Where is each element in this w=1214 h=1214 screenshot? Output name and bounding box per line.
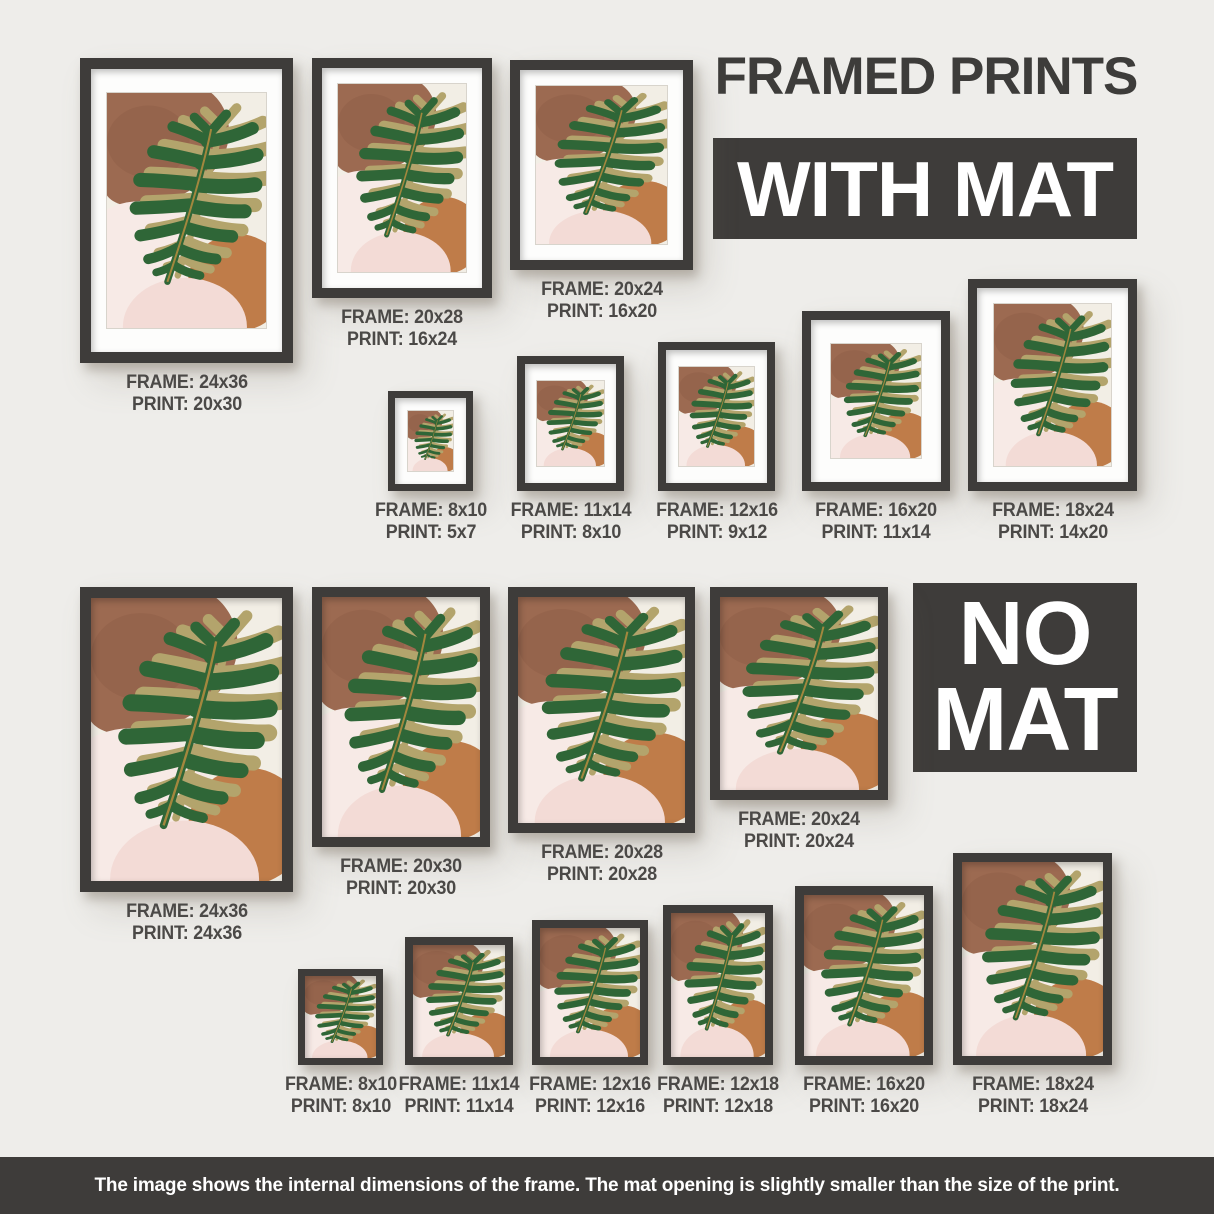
print-size-text: PRINT: 5x7: [385, 521, 476, 543]
mat: [91, 598, 282, 881]
frame-size-text: FRAME: 12x18: [657, 1074, 779, 1095]
size-label: [541, 842, 663, 885]
print-size-text: PRINT: 8x10: [520, 521, 621, 543]
framed-print-no-mat-20x28: [508, 587, 695, 885]
monstera-leaf-art: [107, 93, 266, 328]
framed-print-no-mat-16x20: [795, 886, 933, 1117]
mat: [305, 976, 376, 1058]
print-size-text: PRINT: 14x20: [997, 521, 1108, 543]
frame-size-text: FRAME: 12x16: [529, 1074, 651, 1095]
monstera-artwork-svg: [408, 411, 453, 471]
monstera-leaf-art: [537, 381, 604, 466]
print-size-text: PRINT: 12x18: [663, 1095, 773, 1117]
frame-size-text: FRAME: 11x14: [398, 1074, 520, 1095]
mat: [962, 862, 1103, 1056]
size-label: [529, 1074, 651, 1117]
frame-size-text: FRAME: 12x16: [655, 500, 778, 521]
mat: [804, 895, 924, 1056]
monstera-leaf-art: [536, 86, 667, 244]
size-label: [510, 500, 631, 543]
monstera-leaf-art: [322, 597, 480, 837]
monstera-leaf-art: [679, 367, 754, 466]
footer-note: The image shows the internal dimensions of the frame. The mat opening is slightly smaller than the size of the print.: [0, 1157, 1214, 1214]
mat: [322, 68, 482, 288]
monstera-artwork-svg: [671, 913, 765, 1057]
size-label: [126, 901, 248, 944]
print-size-text: PRINT: 24x36: [131, 922, 242, 944]
size-label: [341, 307, 463, 350]
monstera-leaf-art: [804, 895, 924, 1056]
print-size-text: PRINT: 9x12: [666, 521, 767, 543]
monstera-artwork-svg: [91, 598, 282, 881]
monstera-leaf-art: [962, 862, 1103, 1056]
framed-print-no-mat-8x10: [284, 969, 397, 1117]
monstera-artwork-svg: [720, 597, 878, 790]
framed-print-no-mat-24x36: [80, 587, 293, 944]
frame-size-text: FRAME: 20x28: [540, 842, 663, 863]
framed-print-no-mat-18x24: [953, 853, 1112, 1117]
monstera-leaf-art: [338, 84, 466, 272]
mat: [720, 597, 878, 790]
monstera-artwork-svg: [338, 84, 466, 272]
monstera-leaf-art: [720, 597, 878, 790]
monstera-artwork-svg: [962, 862, 1103, 1056]
print-size-text: PRINT: 20x30: [131, 393, 242, 415]
monstera-artwork-svg: [804, 895, 924, 1056]
mat: [91, 69, 282, 352]
frame-size-text: FRAME: 18x24: [991, 500, 1114, 521]
mat: [540, 928, 640, 1057]
monstera-leaf-art: [671, 913, 765, 1057]
size-label: [340, 856, 462, 899]
monstera-leaf-art: [305, 976, 376, 1058]
mat: [525, 364, 616, 483]
size-label: [972, 1074, 1094, 1117]
framed-print-no-mat-12x18: [657, 905, 779, 1117]
size-label: [399, 1074, 520, 1117]
framed-print-with-mat-20x24: [510, 60, 693, 322]
monstera-artwork-svg: [107, 93, 266, 328]
monstera-artwork-svg: [518, 597, 685, 823]
frame-size-text: FRAME: 20x24: [540, 279, 663, 300]
size-label: [374, 500, 486, 543]
mat: [666, 350, 767, 483]
print-size-text: PRINT: 12x16: [535, 1095, 645, 1117]
no-mat-badge: NO MAT: [913, 583, 1137, 772]
mat: [395, 398, 466, 484]
size-label: [738, 809, 860, 852]
frame-size-text: FRAME: 20x28: [341, 307, 463, 328]
mat: [977, 288, 1128, 482]
monstera-leaf-art: [91, 598, 282, 881]
print-size-text: PRINT: 16x24: [347, 328, 457, 350]
print-size-text: PRINT: 8x10: [290, 1095, 391, 1117]
framed-print-with-mat-24x36: [80, 58, 293, 415]
framed-print-no-mat-12x16: [529, 920, 651, 1117]
frame-size-text: FRAME: 16x20: [815, 500, 937, 521]
framed-print-no-mat-20x24: [710, 587, 888, 852]
size-label: [284, 1074, 396, 1117]
print-size-text: PRINT: 11x14: [404, 1095, 514, 1117]
monstera-artwork-svg: [305, 976, 376, 1058]
monstera-leaf-art: [408, 411, 453, 471]
monstera-leaf-art: [994, 304, 1111, 466]
frame-size-text: FRAME: 8x10: [374, 500, 487, 521]
mat: [518, 597, 685, 823]
size-label: [815, 500, 937, 543]
mat: [671, 913, 765, 1057]
frame-size-text: FRAME: 11x14: [510, 500, 631, 521]
size-label: [657, 1074, 779, 1117]
frame-size-text: FRAME: 8x10: [284, 1074, 397, 1095]
monstera-leaf-art: [540, 928, 640, 1057]
mat: [413, 945, 505, 1057]
mat: [322, 597, 480, 837]
monstera-leaf-art: [518, 597, 685, 823]
frame-size-text: FRAME: 24x36: [125, 901, 248, 922]
monstera-artwork-svg: [413, 945, 505, 1057]
framed-print-no-mat-20x30: [312, 587, 490, 899]
page-title: FRAMED PRINTS: [714, 47, 1138, 106]
monstera-leaf-art: [831, 344, 921, 458]
framed-print-with-mat-8x10: [374, 391, 487, 543]
print-size-text: PRINT: 20x30: [346, 877, 456, 899]
frame-size-text: FRAME: 16x20: [803, 1074, 925, 1095]
mat: [520, 70, 683, 260]
print-size-text: PRINT: 16x20: [809, 1095, 919, 1117]
size-label: [541, 279, 663, 322]
monstera-artwork-svg: [679, 367, 754, 466]
framed-print-with-mat-18x24: [968, 279, 1137, 543]
with-mat-badge: WITH MAT: [713, 138, 1137, 239]
size-label: [656, 500, 778, 543]
monstera-leaf-art: [413, 945, 505, 1057]
framed-print-with-mat-20x28: [312, 58, 492, 350]
monstera-artwork-svg: [994, 304, 1111, 466]
monstera-artwork-svg: [322, 597, 480, 837]
mat: [811, 320, 941, 482]
print-size-text: PRINT: 20x24: [744, 830, 854, 852]
framed-print-with-mat-16x20: [802, 311, 950, 543]
monstera-artwork-svg: [537, 381, 604, 466]
size-label: [126, 372, 248, 415]
monstera-artwork-svg: [540, 928, 640, 1057]
print-size-text: PRINT: 16x20: [546, 300, 657, 322]
frame-size-text: FRAME: 20x24: [738, 809, 860, 830]
frame-size-text: FRAME: 18x24: [971, 1074, 1094, 1095]
print-size-text: PRINT: 11x14: [821, 521, 931, 543]
monstera-artwork-svg: [831, 344, 921, 458]
frame-size-text: FRAME: 24x36: [125, 372, 248, 393]
size-label: [992, 500, 1114, 543]
framed-print-no-mat-11x14: [398, 937, 520, 1117]
framed-print-with-mat-11x14: [510, 356, 631, 543]
frame-size-text: FRAME: 20x30: [340, 856, 462, 877]
monstera-artwork-svg: [536, 86, 667, 244]
print-size-text: PRINT: 20x28: [546, 863, 657, 885]
size-label: [803, 1074, 925, 1117]
framed-print-with-mat-12x16: [655, 342, 778, 543]
print-size-text: PRINT: 18x24: [977, 1095, 1088, 1117]
